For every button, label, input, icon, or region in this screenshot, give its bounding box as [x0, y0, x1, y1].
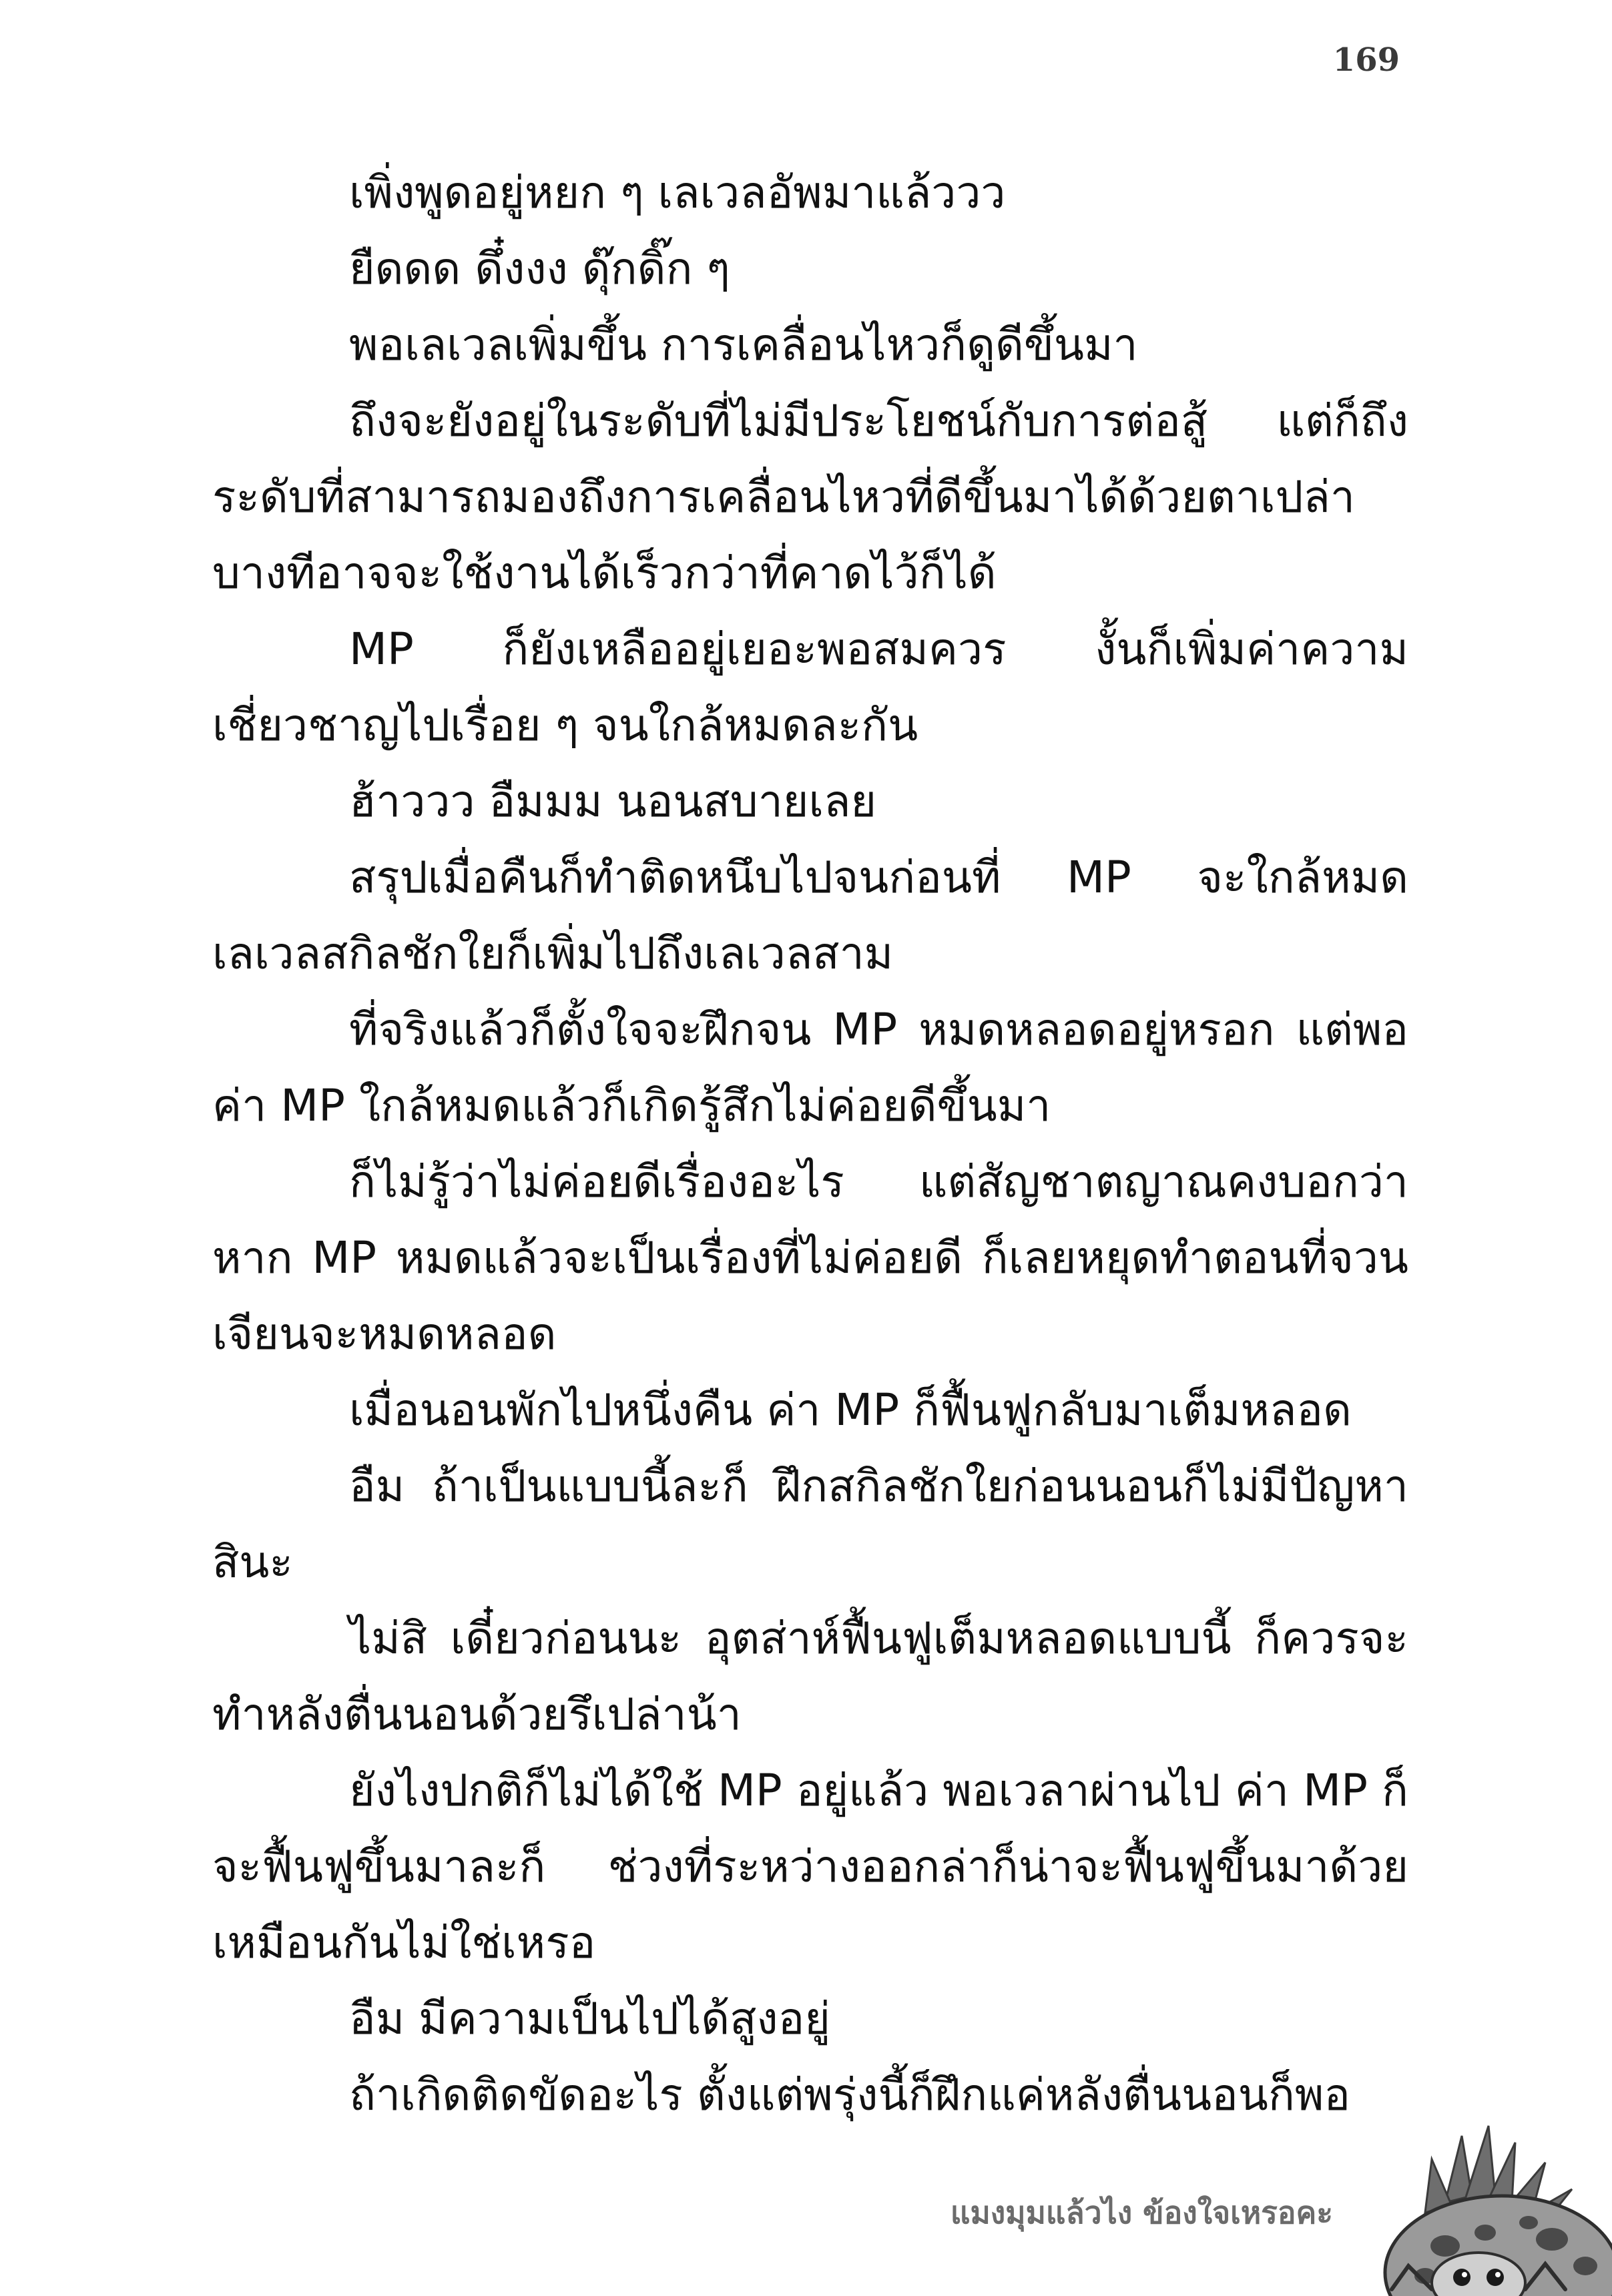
- paragraph: อืม มีความเป็นไปได้สูงอยู่: [349, 1993, 830, 2044]
- running-footer: [811, 2122, 1612, 2296]
- paragraph: สรุปเมื่อคืนก็ทำติดหนึบไปจนก่อนที่ MP จะใกล้หมด เลเวลสกิลชักใยก็เพิ่มไปถึงเลเวลสาม: [212, 852, 1408, 979]
- paragraph: เพิ่งพูดอยู่หยก ๆ เลเวลอัพมาแล้ววว: [349, 167, 1006, 218]
- body-text: [212, 155, 1408, 2133]
- paragraph: ที่จริงแล้วก็ตั้งใจจะฝึกจน MP หมดหลอดอยู่หรอก แต่พอค่า MP ใกล้หมดแล้วก็เกิดรู้สึกไม่ค่อยดีขึ้นมา: [212, 1004, 1408, 1131]
- paragraph: อืม ถ้าเป็นแบบนี้ละก็ ฝึกสกิลชักใยก่อนนอนก็ไม่มีปัญหาสินะ: [212, 1460, 1408, 1588]
- spider-egg-mascot-icon: [1345, 2122, 1612, 2296]
- paragraph: MP ก็ยังเหลืออยู่เยอะพอสมควร งั้นก็เพิ่มค่าความเชี่ยวชาญไปเรื่อย ๆ จนใกล้หมดละกัน: [212, 623, 1408, 751]
- paragraph: ไม่สิ เดี๋ยวก่อนนะ อุตส่าห์ฟื้นฟูเต็มหลอดแบบนี้ ก็ควรจะทำหลังตื่นนอนด้วยรึเปล่าน้า: [212, 1613, 1408, 1740]
- paragraph: ก็ไม่รู้ว่าไม่ค่อยดีเรื่องอะไร แต่สัญชาตญาณคงบอกว่าหาก MP หมดแล้วจะเป็นเรื่องที่ไม่ค่อยดี ก็เลยหยุดทำตอนที่จวนเจียนจะหมดหลอด: [212, 1156, 1408, 1360]
- book-title: แมงมุมแล้วไง ข้องใจเหรอคะ: [950, 2195, 1333, 2231]
- paragraph: ยังไงปกติก็ไม่ได้ใช้ MP อยู่แล้ว พอเวลาผ่านไป ค่า MP ก็จะฟื้นฟูขึ้นมาละก็ ช่วงที่ระหว่างออกล่าก็น่าจะฟื้นฟูขึ้นมาด้วยเหมือนกันไม่ใช่เหรอ: [212, 1765, 1408, 1968]
- paragraph: ถึงจะยังอยู่ในระดับที่ไม่มีประโยชน์กับการต่อสู้ แต่ก็ถึงระดับที่สามารถมองถึงการเคลื่อนไหวที่ดีขึ้นมาได้ด้วยตาเปล่า บางทีอาจจะใช้งานได้เร็วกว่าที่คาดไว้ก็ได้: [212, 395, 1408, 599]
- paragraph: ถ้าเกิดติดขัดอะไร ตั้งแต่พรุ่งนี้ก็ฝึกแค่หลังตื่นนอนก็พอ: [349, 2069, 1351, 2120]
- paragraph: ฮ้าววว อืมมม นอนสบายเลย: [349, 776, 877, 827]
- paragraph: เมื่อนอนพักไปหนึ่งคืน ค่า MP ก็ฟื้นฟูกลับมาเต็มหลอด: [349, 1384, 1352, 1436]
- page-number: 169: [1332, 41, 1400, 79]
- paragraph: ยืดดด ดึ๋งงง ดุ๊กดิ๊ก ๆ: [349, 243, 730, 294]
- paragraph: พอเลเวลเพิ่มขึ้น การเคลื่อนไหวก็ดูดีขึ้นมา: [349, 319, 1138, 370]
